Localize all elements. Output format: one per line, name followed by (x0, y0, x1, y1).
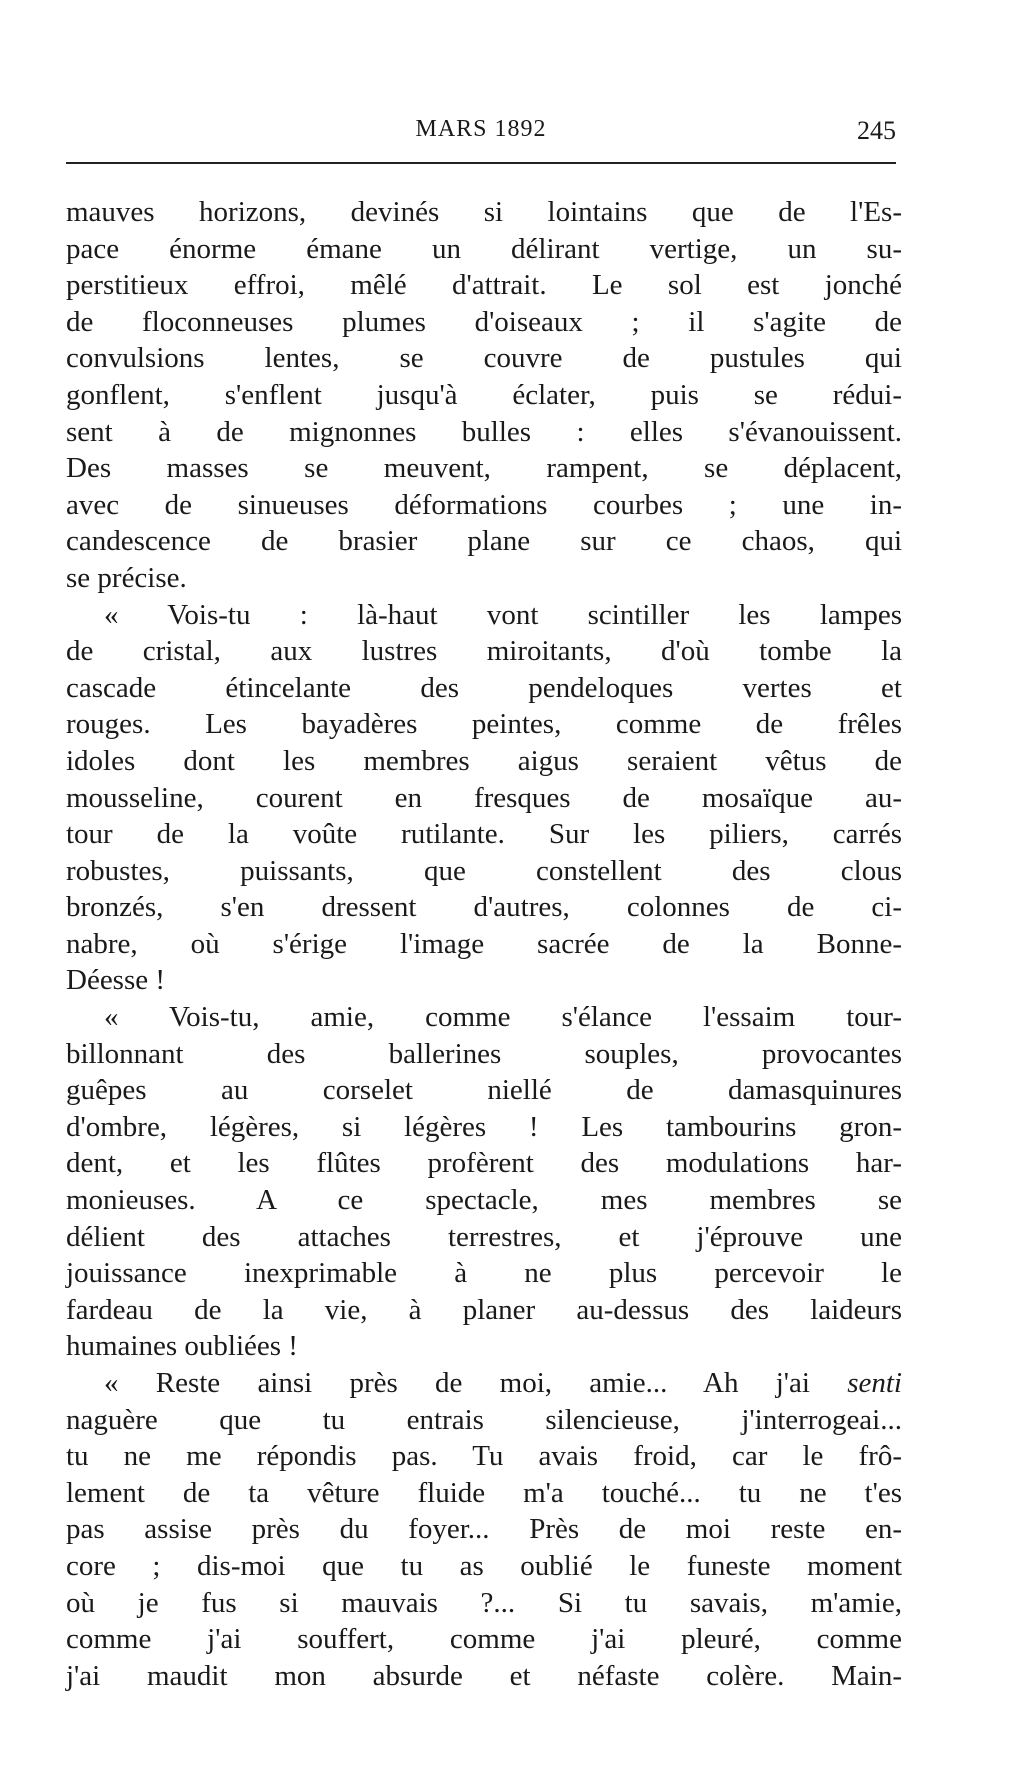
text-line-content: gonflent, s'enflent jusqu'à éclater, puis se rédui- (66, 378, 902, 411)
text-line (66, 706, 902, 743)
body-text (66, 194, 902, 1694)
text-line (66, 267, 902, 304)
text-line-content: perstitieux effroi, mêlé d'attrait. Le sol est jonché (66, 269, 902, 302)
text-line-content: mousseline, courent en fresques de mosaïque au- (66, 781, 902, 814)
text-line (66, 304, 902, 341)
text-line-content: se précise. (66, 561, 187, 594)
text-line (66, 450, 902, 487)
text-line (66, 999, 902, 1036)
text-line (66, 597, 902, 634)
page-number: 245 (857, 116, 896, 145)
page-header (66, 112, 896, 164)
text-line-content: lement de ta vêture fluide m'a touché... tu ne t'es (66, 1476, 902, 1509)
text-line (66, 926, 902, 963)
text-line-content: dent, et les flûtes profèrent des modulations har- (66, 1147, 902, 1180)
text-line-content: tu ne me répondis pas. Tu avais froid, car le frô- (66, 1440, 902, 1473)
text-line-content: naguère que tu entrais silencieuse, j'interrogeai... (66, 1403, 902, 1436)
text-line (66, 780, 902, 817)
text-line-content: j'ai maudit mon absurde et néfaste colère. Main- (66, 1659, 902, 1692)
italic-word: senti (847, 1367, 902, 1399)
text-line-content: de cristal, aux lustres miroitants, d'où tombe la (66, 635, 902, 668)
text-line-content: nabre, où s'érige l'image sacrée de la Bonne- (66, 927, 902, 960)
text-line-content: « Vois-tu, amie, comme s'élance l'essaim tour- (104, 1001, 902, 1034)
text-line (66, 194, 902, 231)
running-title: MARS 1892 (415, 116, 547, 142)
text-line (66, 414, 902, 451)
text-line (66, 1219, 902, 1256)
text-line (66, 231, 902, 268)
text-line (66, 560, 902, 597)
text-line-content: de floconneuses plumes d'oiseaux ; il s'agite de (66, 305, 902, 338)
text-line (66, 523, 902, 560)
text-line (66, 1145, 902, 1182)
text-line-content: où je fus si mauvais ?... Si tu savais, m'amie, (66, 1586, 902, 1619)
text-line-content: bronzés, s'en dressent d'autres, colonnes de ci- (66, 891, 902, 924)
text-line-content: idoles dont les membres aigus seraient vêtus de (66, 744, 902, 777)
text-line-content: billonnant des ballerines souples, provocantes (66, 1037, 902, 1070)
text-line-content: candescence de brasier plane sur ce chaos, qui (66, 525, 902, 558)
text-line (66, 1328, 902, 1365)
text-line-content: guêpes au corselet niellé de damasquinures (66, 1074, 902, 1107)
text-line-content: core ; dis-moi que tu as oublié le funeste moment (66, 1549, 902, 1582)
text-line-content: tour de la voûte rutilante. Sur les piliers, carrés (66, 818, 902, 851)
text-line (66, 1621, 902, 1658)
text-line-content: robustes, puissants, que constellent des clous (66, 854, 902, 887)
text-line (66, 1109, 902, 1146)
text-line (66, 670, 902, 707)
text-line (66, 377, 902, 414)
text-line (66, 1438, 902, 1475)
text-line (66, 743, 902, 780)
text-line (66, 1365, 902, 1402)
text-line (66, 816, 902, 853)
text-line-content: comme j'ai souffert, comme j'ai pleuré, comme (66, 1623, 902, 1656)
text-line (66, 962, 902, 999)
text-line-content: jouissance inexprimable à ne plus percevoir le (66, 1257, 902, 1290)
text-line (66, 1036, 902, 1073)
text-line (66, 487, 902, 524)
text-line-content: fardeau de la vie, à planer au-dessus des laideurs (66, 1293, 902, 1326)
text-line-content: avec de sinueuses déformations courbes ; une in- (66, 488, 902, 521)
text-line (66, 1585, 902, 1622)
text-line-content: pace énorme émane un délirant vertige, un su- (66, 232, 902, 265)
text-line-content: « Vois-tu : là-haut vont scintiller les lampes (104, 598, 902, 631)
text-line (66, 1658, 902, 1695)
text-line (66, 1072, 902, 1109)
text-line-content: pas assise près du foyer... Près de moi reste en- (66, 1513, 902, 1546)
text-line (66, 889, 902, 926)
text-line (66, 340, 902, 377)
text-line (66, 1255, 902, 1292)
text-line-content: sent à de mignonnes bulles : elles s'évanouissent. (66, 415, 902, 448)
text-line-content: monieuses. A ce spectacle, mes membres se (66, 1184, 902, 1217)
text-line (66, 1511, 902, 1548)
text-line (66, 1475, 902, 1512)
text-line (66, 1402, 902, 1439)
text-line-content: mauves horizons, devinés si lointains que de l'Es- (66, 196, 902, 228)
text-line (66, 1182, 902, 1219)
text-line (66, 853, 902, 890)
text-line (66, 633, 902, 670)
text-line (66, 1292, 902, 1329)
text-line-content: convulsions lentes, se couvre de pustules qui (66, 342, 902, 375)
text-line (66, 1548, 902, 1585)
text-line-content: humaines oubliées ! (66, 1330, 298, 1363)
text-line-content: Des masses se meuvent, rampent, se déplacent, (66, 452, 902, 485)
text-line-content: cascade étincelante des pendeloques vertes et (66, 671, 902, 704)
text-line-content: délient des attaches terrestres, et j'éprouve une (66, 1220, 902, 1253)
text-line-content: d'ombre, légères, si légères ! Les tambourins gron- (66, 1110, 902, 1143)
text-line-content: « Reste ainsi près de moi, amie... Ah j'ai (104, 1367, 848, 1399)
text-line-content: Déesse ! (66, 964, 166, 997)
text-line-content: rouges. Les bayadères peintes, comme de frêles (66, 708, 902, 741)
